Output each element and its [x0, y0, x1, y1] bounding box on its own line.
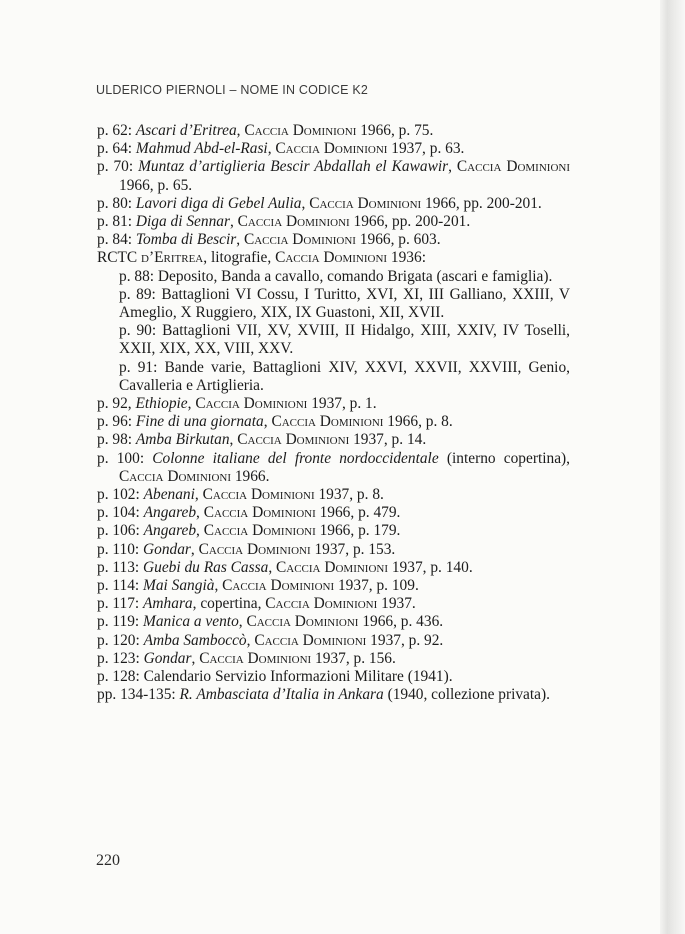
work-title: Gondar	[143, 540, 191, 558]
entry-text: p. 102:	[97, 486, 144, 504]
author-name: Caccia Dominioni	[195, 395, 308, 413]
entry-text: ,	[196, 504, 204, 522]
entry-text: , litografie,	[203, 249, 276, 267]
entry-text: 1966, p. 179.	[315, 522, 401, 540]
entry-text: ,	[238, 613, 247, 631]
work-title: Ethiopie	[135, 395, 188, 413]
entry-text: ,	[301, 194, 310, 212]
entry-text: ,	[236, 231, 244, 249]
entry-text: ,	[196, 522, 204, 540]
entry-text: 1937, p. 63.	[387, 140, 465, 158]
entry-text: p. 80:	[97, 194, 136, 212]
entry-text: p. 114:	[97, 577, 144, 595]
entry-text: 1937, p. 153.	[310, 540, 396, 558]
entry-text: ,	[246, 631, 255, 649]
work-title: Angareb	[143, 504, 197, 522]
list-item	[97, 595, 570, 613]
entry-text: ,	[448, 158, 457, 176]
work-title: Diga di Sennar	[135, 213, 230, 231]
entry-text: p. 117:	[97, 595, 144, 613]
entry-text: p. 81:	[97, 213, 136, 231]
list-item	[97, 541, 570, 559]
author-name: Caccia Dominioni	[203, 522, 316, 540]
list-subitem	[97, 359, 570, 395]
entry-text: 1937, p. 140.	[388, 558, 473, 576]
author-name: Caccia Dominioni	[246, 613, 359, 631]
entry-text: p. 64:	[97, 140, 136, 158]
entry-text: 1937, p. 8.	[314, 486, 384, 504]
entry-text: ,	[191, 649, 200, 667]
work-title: Ascari d’Eritrea	[135, 122, 237, 139]
entry-text: p. 92,	[97, 395, 136, 413]
entry-text: 1966, p. 8.	[383, 413, 453, 431]
entry-text: ,	[214, 577, 223, 595]
author-name: d’Eritrea	[141, 249, 204, 267]
author-name: Caccia Dominioni	[276, 558, 389, 576]
entry-text: pp. 134-135:	[97, 686, 180, 704]
work-title: Lavori diga di Gebel Aulia	[135, 194, 302, 212]
entry-text: 1937.	[377, 595, 416, 613]
entry-text: (1940, collezione privata).	[383, 686, 550, 704]
entry-text: 1936:	[387, 249, 426, 267]
entry-text: p. 128: Calendario Servizio Informazioni Militare (1941).	[97, 668, 453, 686]
work-title: Angareb	[143, 522, 197, 540]
illustration-credits-list	[97, 122, 570, 705]
work-title: Abenani	[143, 486, 195, 504]
entry-text: p. 110:	[97, 540, 144, 558]
list-item	[97, 249, 570, 267]
work-title: Gondar	[143, 649, 192, 667]
entry-text: ,	[267, 140, 276, 158]
entry-text: ,	[268, 558, 277, 576]
entry-text: p. 70:	[97, 158, 139, 176]
entry-text: p. 98:	[97, 431, 136, 449]
list-item	[97, 559, 570, 577]
list-item	[97, 668, 570, 686]
list-item	[97, 195, 570, 213]
list-item	[97, 613, 570, 631]
list-item	[97, 632, 570, 650]
entry-text: 1966, p. 65.	[119, 176, 193, 194]
author-name: Caccia Dominioni	[456, 158, 570, 176]
entry-text: p. 91: Bande varie, Battaglioni XIV, XXVI, XXVII, XXVIII, Genio, Cavalleria e Artiglieria.	[119, 358, 570, 394]
page-number: 220	[96, 852, 120, 869]
work-title: Fine di una giornata	[135, 413, 264, 431]
entry-text: 1937, p. 156.	[311, 649, 396, 667]
list-item	[97, 650, 570, 668]
list-item	[97, 431, 570, 449]
list-item	[97, 577, 570, 595]
entry-text: ,	[190, 540, 199, 558]
work-title: Guebi du Ras Cassa	[143, 558, 269, 576]
running-head: ULDERICO PIERNOLI – NOME IN CODICE K2	[96, 83, 369, 97]
list-item	[97, 158, 570, 194]
entry-text: p. 88: Deposito, Banda a cavallo, comando Brigata (ascari e famiglia).	[119, 267, 553, 285]
entry-text: ,	[194, 486, 203, 504]
list-item	[97, 450, 570, 486]
list-subitem	[97, 268, 570, 286]
author-name: Caccia Dominioni	[309, 194, 422, 212]
entry-text: ,	[263, 413, 272, 431]
work-title: Colonne italiane del fronte nordoccidentale	[152, 449, 439, 467]
entry-text: ,	[229, 213, 238, 231]
author-name: Caccia Dominioni	[244, 122, 357, 139]
entry-text: 1966, pp. 200-201.	[349, 213, 471, 231]
entry-text: p. 104:	[97, 504, 144, 522]
entry-text: 1966, p. 436.	[358, 613, 444, 631]
author-name: Caccia Dominioni	[119, 467, 231, 485]
author-name: Caccia Dominioni	[222, 577, 335, 595]
work-title: Muntaz d’artiglieria Bescir Abdallah el Kawawir	[138, 158, 449, 176]
entry-text: p. 123:	[97, 649, 144, 667]
author-name: Caccia Dominioni	[254, 631, 367, 649]
work-title: Tomba di Bescir	[135, 231, 237, 249]
list-item	[97, 395, 570, 413]
entry-text: 1966, p. 75.	[356, 122, 434, 139]
entry-text: p. 106:	[97, 522, 144, 540]
entry-text: 1966, p. 479.	[315, 504, 401, 522]
author-name: Caccia Dominioni	[275, 249, 388, 267]
list-subitem	[97, 322, 570, 358]
entry-text: p. 84:	[97, 231, 136, 249]
list-item	[97, 213, 570, 231]
entry-text: p. 89: Battaglioni VI Cossu, I Turitto, XVI, XI, III Galliano, XXIII, V Ameglio, X Ruggiero, XIX, IX Guastoni, XII, XVII.	[119, 285, 570, 322]
entry-text: 1937, p. 109.	[334, 577, 419, 595]
work-title: Amba Samboccò	[143, 631, 247, 649]
entry-text: p. 120:	[97, 631, 144, 649]
work-title: R. Ambasciata d’Italia in Ankara	[179, 686, 384, 704]
list-item	[97, 522, 570, 540]
author-name: Caccia Dominioni	[199, 649, 312, 667]
author-name: Caccia Dominioni	[271, 413, 384, 431]
work-title: Mahmud Abd-el-Rasi	[135, 140, 268, 158]
entry-text: 1966, p. 603.	[355, 231, 441, 249]
entry-text: ,	[236, 122, 245, 139]
author-name: Caccia Dominioni	[243, 231, 356, 249]
author-name: Caccia Dominioni	[202, 486, 315, 504]
author-name: Caccia Dominioni	[237, 431, 350, 449]
list-item	[97, 231, 570, 249]
author-name: Caccia Dominioni	[237, 213, 350, 231]
list-item	[97, 686, 570, 704]
list-item	[97, 140, 570, 158]
author-name: Caccia Dominioni	[265, 595, 378, 613]
entry-text: 1966, pp. 200-201.	[421, 194, 542, 212]
entry-text: ,	[229, 431, 238, 449]
entry-text: , copertina,	[192, 595, 266, 613]
entry-text: p. 90: Battaglioni VII, XV, XVIII, II Hidalgo, XIII, XXIV, IV Toselli, XXII, XIX, XX, VIII, XXV.	[119, 322, 570, 358]
author-name: Caccia Dominioni	[203, 504, 316, 522]
entry-text: p. 119:	[97, 613, 144, 631]
entry-text: p. 62:	[97, 122, 136, 139]
entry-text: p. 96:	[97, 413, 136, 431]
list-item	[97, 122, 570, 140]
entry-text: RCTC	[97, 249, 142, 267]
list-item	[97, 486, 570, 504]
entry-text: 1937, p. 14.	[349, 431, 427, 449]
entry-text: ,	[187, 395, 196, 413]
list-item	[97, 413, 570, 431]
author-name: Caccia Dominioni	[275, 140, 388, 158]
page-edge-shadow	[660, 0, 685, 934]
entry-text: p. 113:	[97, 558, 144, 576]
list-subitem	[97, 286, 570, 322]
work-title: Amba Birkutan	[135, 431, 230, 449]
entry-text: (interno copertina),	[438, 449, 570, 467]
work-title: Manica a vento	[143, 613, 239, 631]
entry-text: 1937, p. 1.	[307, 395, 377, 413]
list-item	[97, 504, 570, 522]
entry-text: 1966.	[231, 467, 270, 485]
work-title: Amhara	[143, 595, 193, 613]
author-name: Caccia Dominioni	[198, 540, 311, 558]
entry-text: 1937, p. 92.	[366, 631, 444, 649]
work-title: Mai Sangià	[143, 577, 215, 595]
entry-text: p. 100:	[97, 449, 153, 467]
